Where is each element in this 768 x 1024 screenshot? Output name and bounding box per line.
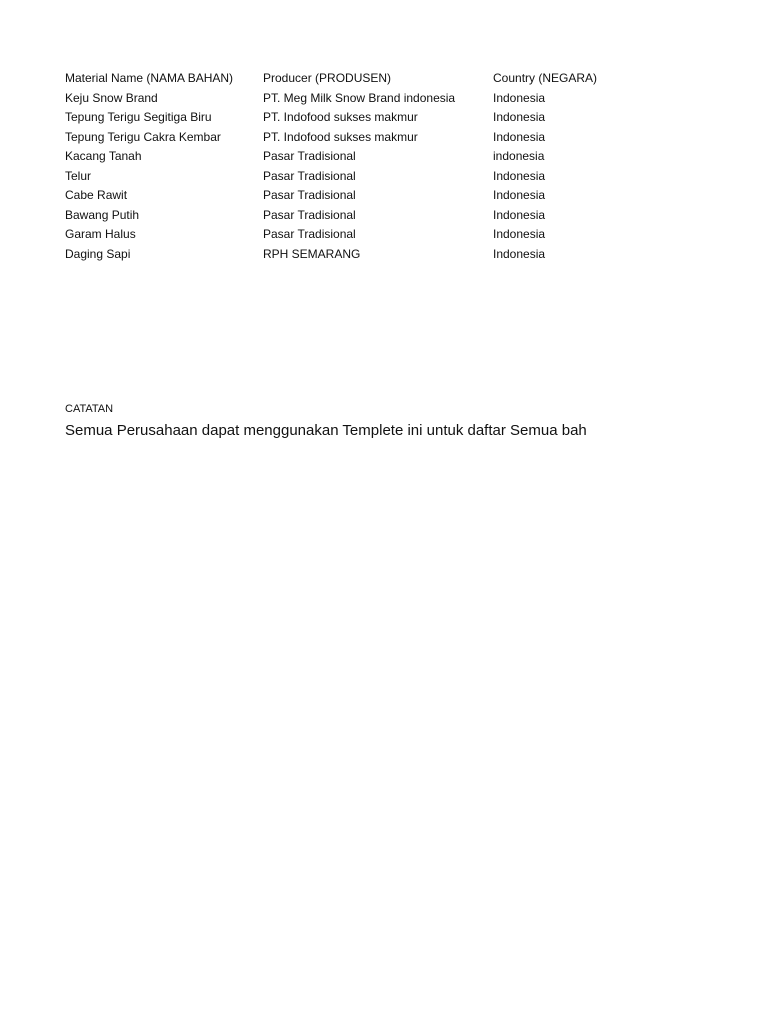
country-cell: Indonesia	[493, 129, 546, 144]
material-name-cell: Tepung Terigu Cakra Kembar	[65, 129, 221, 144]
note-text: Semua Perusahaan dapat menggunakan Templete ini untuk daftar Semua bah	[65, 422, 587, 439]
table-row	[65, 167, 685, 187]
country-cell: Indonesia	[493, 188, 546, 202]
producer-cell: Pasar Tradisional	[263, 168, 356, 183]
table-row	[65, 245, 685, 265]
table-row	[65, 147, 685, 167]
table-row	[65, 108, 685, 128]
country-cell: indonesia	[493, 149, 545, 163]
producer-cell: Pasar Tradisional	[263, 207, 356, 222]
producer-cell: Pasar Tradisional	[263, 188, 356, 202]
producer-cell: PT. Meg Milk Snow Brand indonesia	[263, 90, 456, 105]
table-header-row	[65, 69, 685, 89]
table-row	[65, 128, 685, 148]
country-cell: Indonesia	[493, 110, 546, 124]
material-name-cell: Bawang Putih	[65, 207, 140, 222]
producer-cell: RPH SEMARANG	[263, 246, 361, 261]
table-row	[65, 89, 685, 109]
material-name-cell: Garam Halus	[65, 227, 136, 241]
header-material-name: Material Name (NAMA BAHAN)	[65, 71, 234, 85]
material-name-cell: Kacang Tanah	[65, 149, 142, 163]
country-cell: Indonesia	[493, 168, 546, 183]
producer-cell: PT. Indofood sukses makmur	[263, 129, 418, 144]
table-row	[65, 225, 685, 245]
material-name-cell: Keju Snow Brand	[65, 90, 158, 105]
country-cell: Indonesia	[493, 227, 546, 241]
material-table	[65, 69, 685, 264]
country-cell: Indonesia	[493, 90, 546, 105]
table-row	[65, 206, 685, 226]
producer-cell: Pasar Tradisional	[263, 227, 356, 241]
material-name-cell: Daging Sapi	[65, 246, 131, 261]
material-name-cell: Cabe Rawit	[65, 188, 128, 202]
table-row	[65, 186, 685, 206]
producer-cell: PT. Indofood sukses makmur	[263, 110, 418, 124]
country-cell: Indonesia	[493, 246, 546, 261]
country-cell: Indonesia	[493, 207, 546, 222]
header-country: Country (NEGARA)	[493, 71, 598, 85]
material-name-cell: Tepung Terigu Segitiga Biru	[65, 110, 212, 124]
header-producer: Producer (PRODUSEN)	[263, 71, 392, 85]
note-label: CATATAN	[65, 403, 114, 415]
material-name-cell: Telur	[65, 168, 92, 183]
producer-cell: Pasar Tradisional	[263, 149, 356, 163]
